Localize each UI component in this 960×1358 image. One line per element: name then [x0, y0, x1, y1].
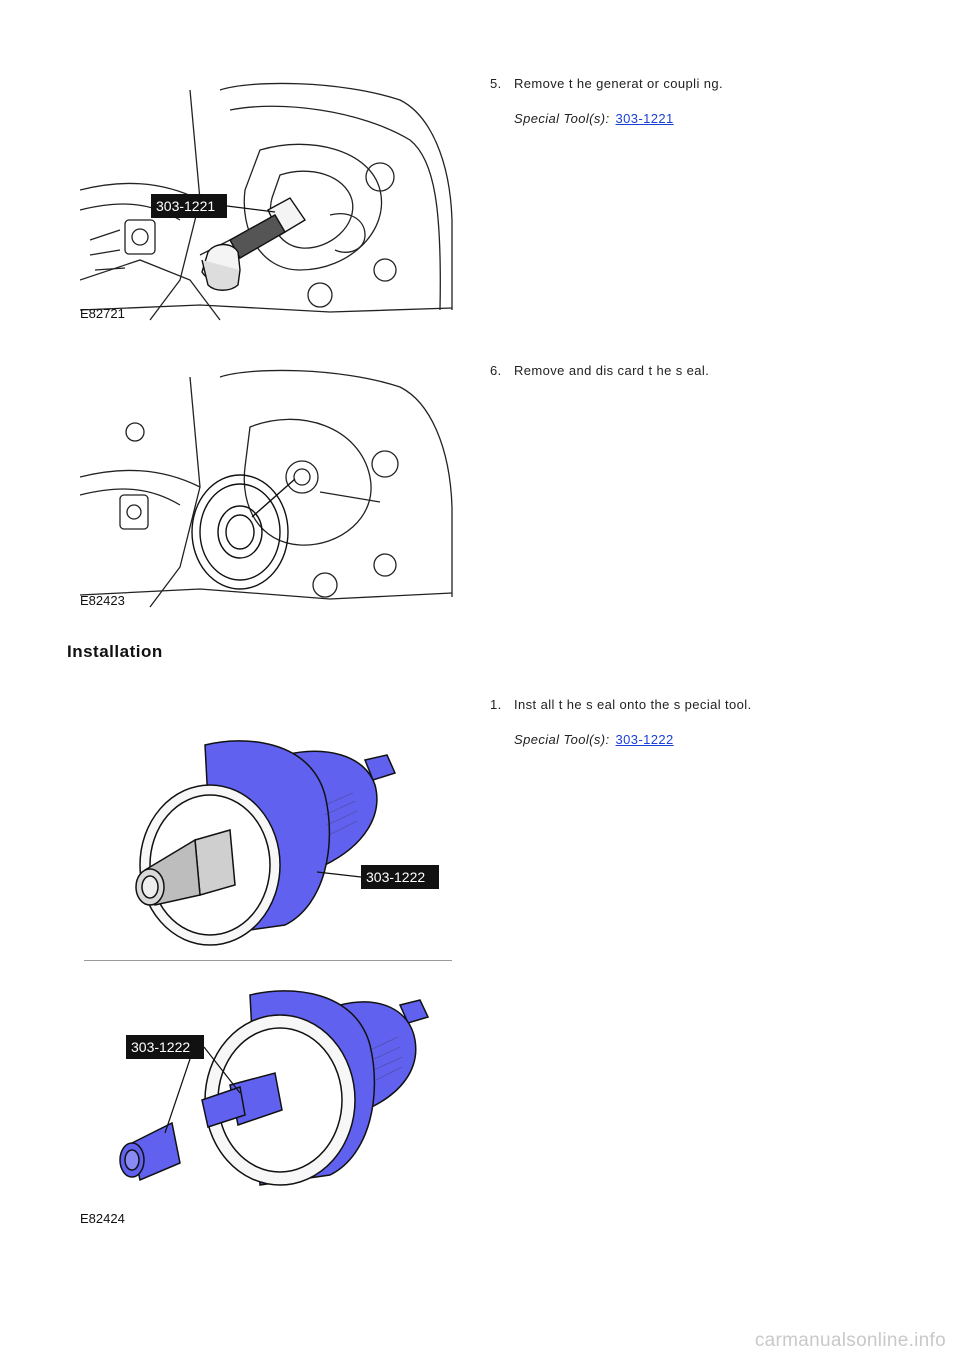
step-text: Remove and dis card t he s eal.	[514, 363, 710, 378]
step-text: Inst all t he s eal onto the s pecial tool.	[514, 697, 752, 712]
installation-step-1	[490, 697, 752, 712]
special-tools-5	[514, 111, 674, 126]
step-5	[490, 76, 723, 91]
figure-callout: 303-1222	[366, 869, 426, 885]
figure-code: E82424	[80, 1211, 125, 1226]
figure-divider	[84, 960, 452, 961]
section-heading-installation: Installation	[67, 642, 163, 661]
figure-callout: 303-1222	[131, 1039, 191, 1055]
figure-remove-seal	[80, 367, 460, 612]
step-text: Remove t he generat or coupli ng.	[514, 76, 724, 91]
special-tools-label: Special Tool(s):	[514, 732, 610, 747]
special-tools-install-1	[514, 732, 674, 747]
figure-tool-exploded	[80, 985, 460, 1230]
step-6	[490, 363, 709, 378]
special-tool-link[interactable]: 303-1222	[615, 732, 674, 747]
figure-seal-tool	[125, 735, 445, 950]
step-number: 5.	[490, 76, 502, 91]
special-tools-label: Special Tool(s):	[514, 111, 610, 126]
figure-generator-coupling	[80, 80, 460, 325]
step-number: 1.	[490, 697, 502, 712]
step-number: 6.	[490, 363, 502, 378]
figure-callout: 303-1221	[156, 198, 216, 214]
special-tool-link[interactable]: 303-1221	[615, 111, 674, 126]
figure-code: E82721	[80, 306, 125, 321]
figure-code: E82423	[80, 593, 125, 608]
watermark: carmanualsonline.info	[754, 1330, 946, 1351]
